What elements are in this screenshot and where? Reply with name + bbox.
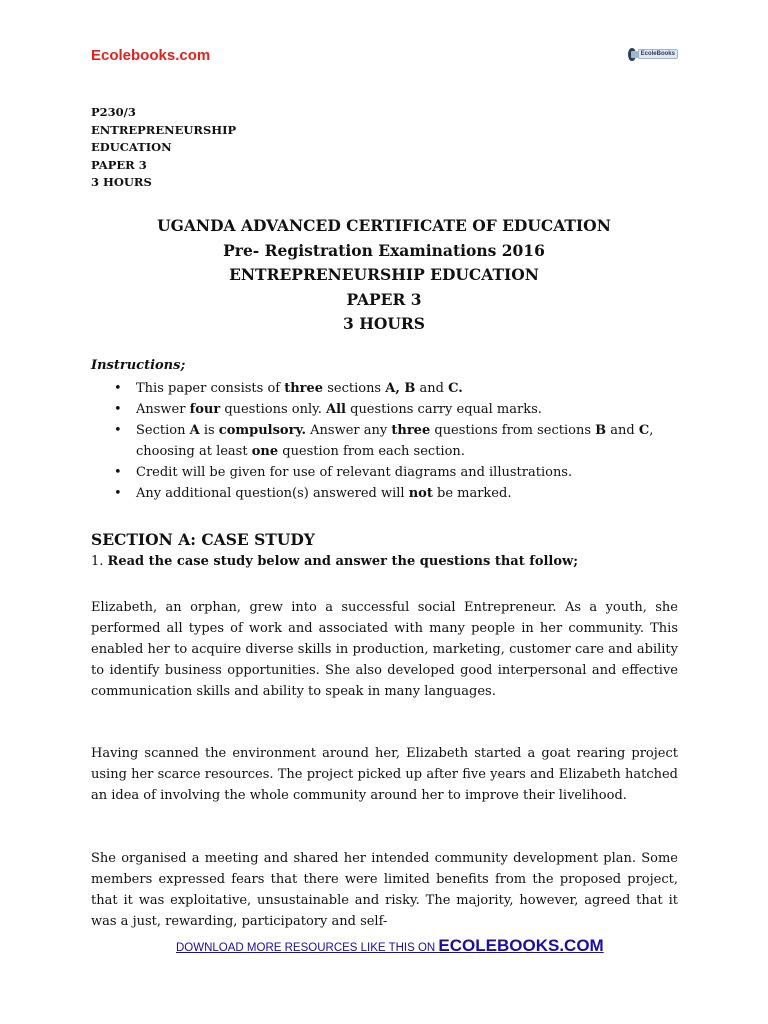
subject-title: ENTREPRENEURSHIP EDUCATION [229,265,539,284]
instructions-list [91,378,691,504]
ecolebooks-logo [628,46,678,62]
question-1 [91,554,578,569]
subject-line-1: ENTREPRENEURSHIP [91,122,237,137]
footer-site: ECOLEBOOKS.COM [438,936,604,955]
section-a-heading: SECTION A: CASE STUDY [91,530,315,549]
duration: 3 HOURS [91,175,152,189]
instruction-item: • Any additional question(s) answered will not be marked. [91,483,691,504]
question-text: Read the case study below and answer the questions that follow; [107,554,579,569]
footer-prefix: DOWNLOAD MORE RESOURCES LIKE THIS ON [176,942,439,954]
case-paragraph: Elizabeth, an orphan, grew into a successful social Entrepreneur. As a youth, she performed all types of work and associated with many people in her community. This enabled her to acquire diverse skills in production, marketing, customer care and ability to identify business opportunities. She also developed good interpersonal and effective communication skills and ability to speak in many languages. [91,600,678,699]
question-number: 1. [91,554,108,569]
instructions-heading: Instructions; [91,358,186,373]
instruction-item: • Credit will be given for use of relevant diagrams and illustrations. [91,462,691,483]
download-resources-link[interactable] [176,936,604,956]
instruction-item: • Answer four questions only. All questions carry equal marks. [91,399,691,420]
exam-title-block [0,214,768,337]
logo-text: EcoleBooks [638,49,678,59]
brand-link[interactable]: Ecolebooks.com [91,47,211,64]
exam-series-title: Pre- Registration Examinations 2016 [223,240,545,260]
subject-line-2: EDUCATION [91,140,172,154]
paper-codes [91,104,236,192]
certificate-title: UGANDA ADVANCED CERTIFICATE OF EDUCATION [157,216,611,235]
case-paragraph: She organised a meeting and shared her intended community development plan. Some members expressed fears that there were limited benefits from the proposed project, that it was exploitative, unsustainable and risky. The majority, however, agreed that it was a just, rewarding, participatory and self- [91,851,678,929]
paper-code: P230/3 [91,105,136,119]
duration-title: 3 HOURS [343,314,425,333]
instruction-item: • This paper consists of three sections A, B and C. [91,378,691,399]
paper-number: PAPER 3 [91,157,147,172]
book-icon [628,48,636,61]
case-paragraph: Having scanned the environment around her, Elizabeth started a goat rearing project using her scarce resources. The project picked up after five years and Elizabeth hatched an idea of involving the whole community around her to improve their livelihood. [91,746,678,803]
paper-title: PAPER 3 [346,289,422,309]
instruction-item: • Section A is compulsory. Answer any three questions from sections B and C, choosing at least one question from each section. [91,420,691,462]
